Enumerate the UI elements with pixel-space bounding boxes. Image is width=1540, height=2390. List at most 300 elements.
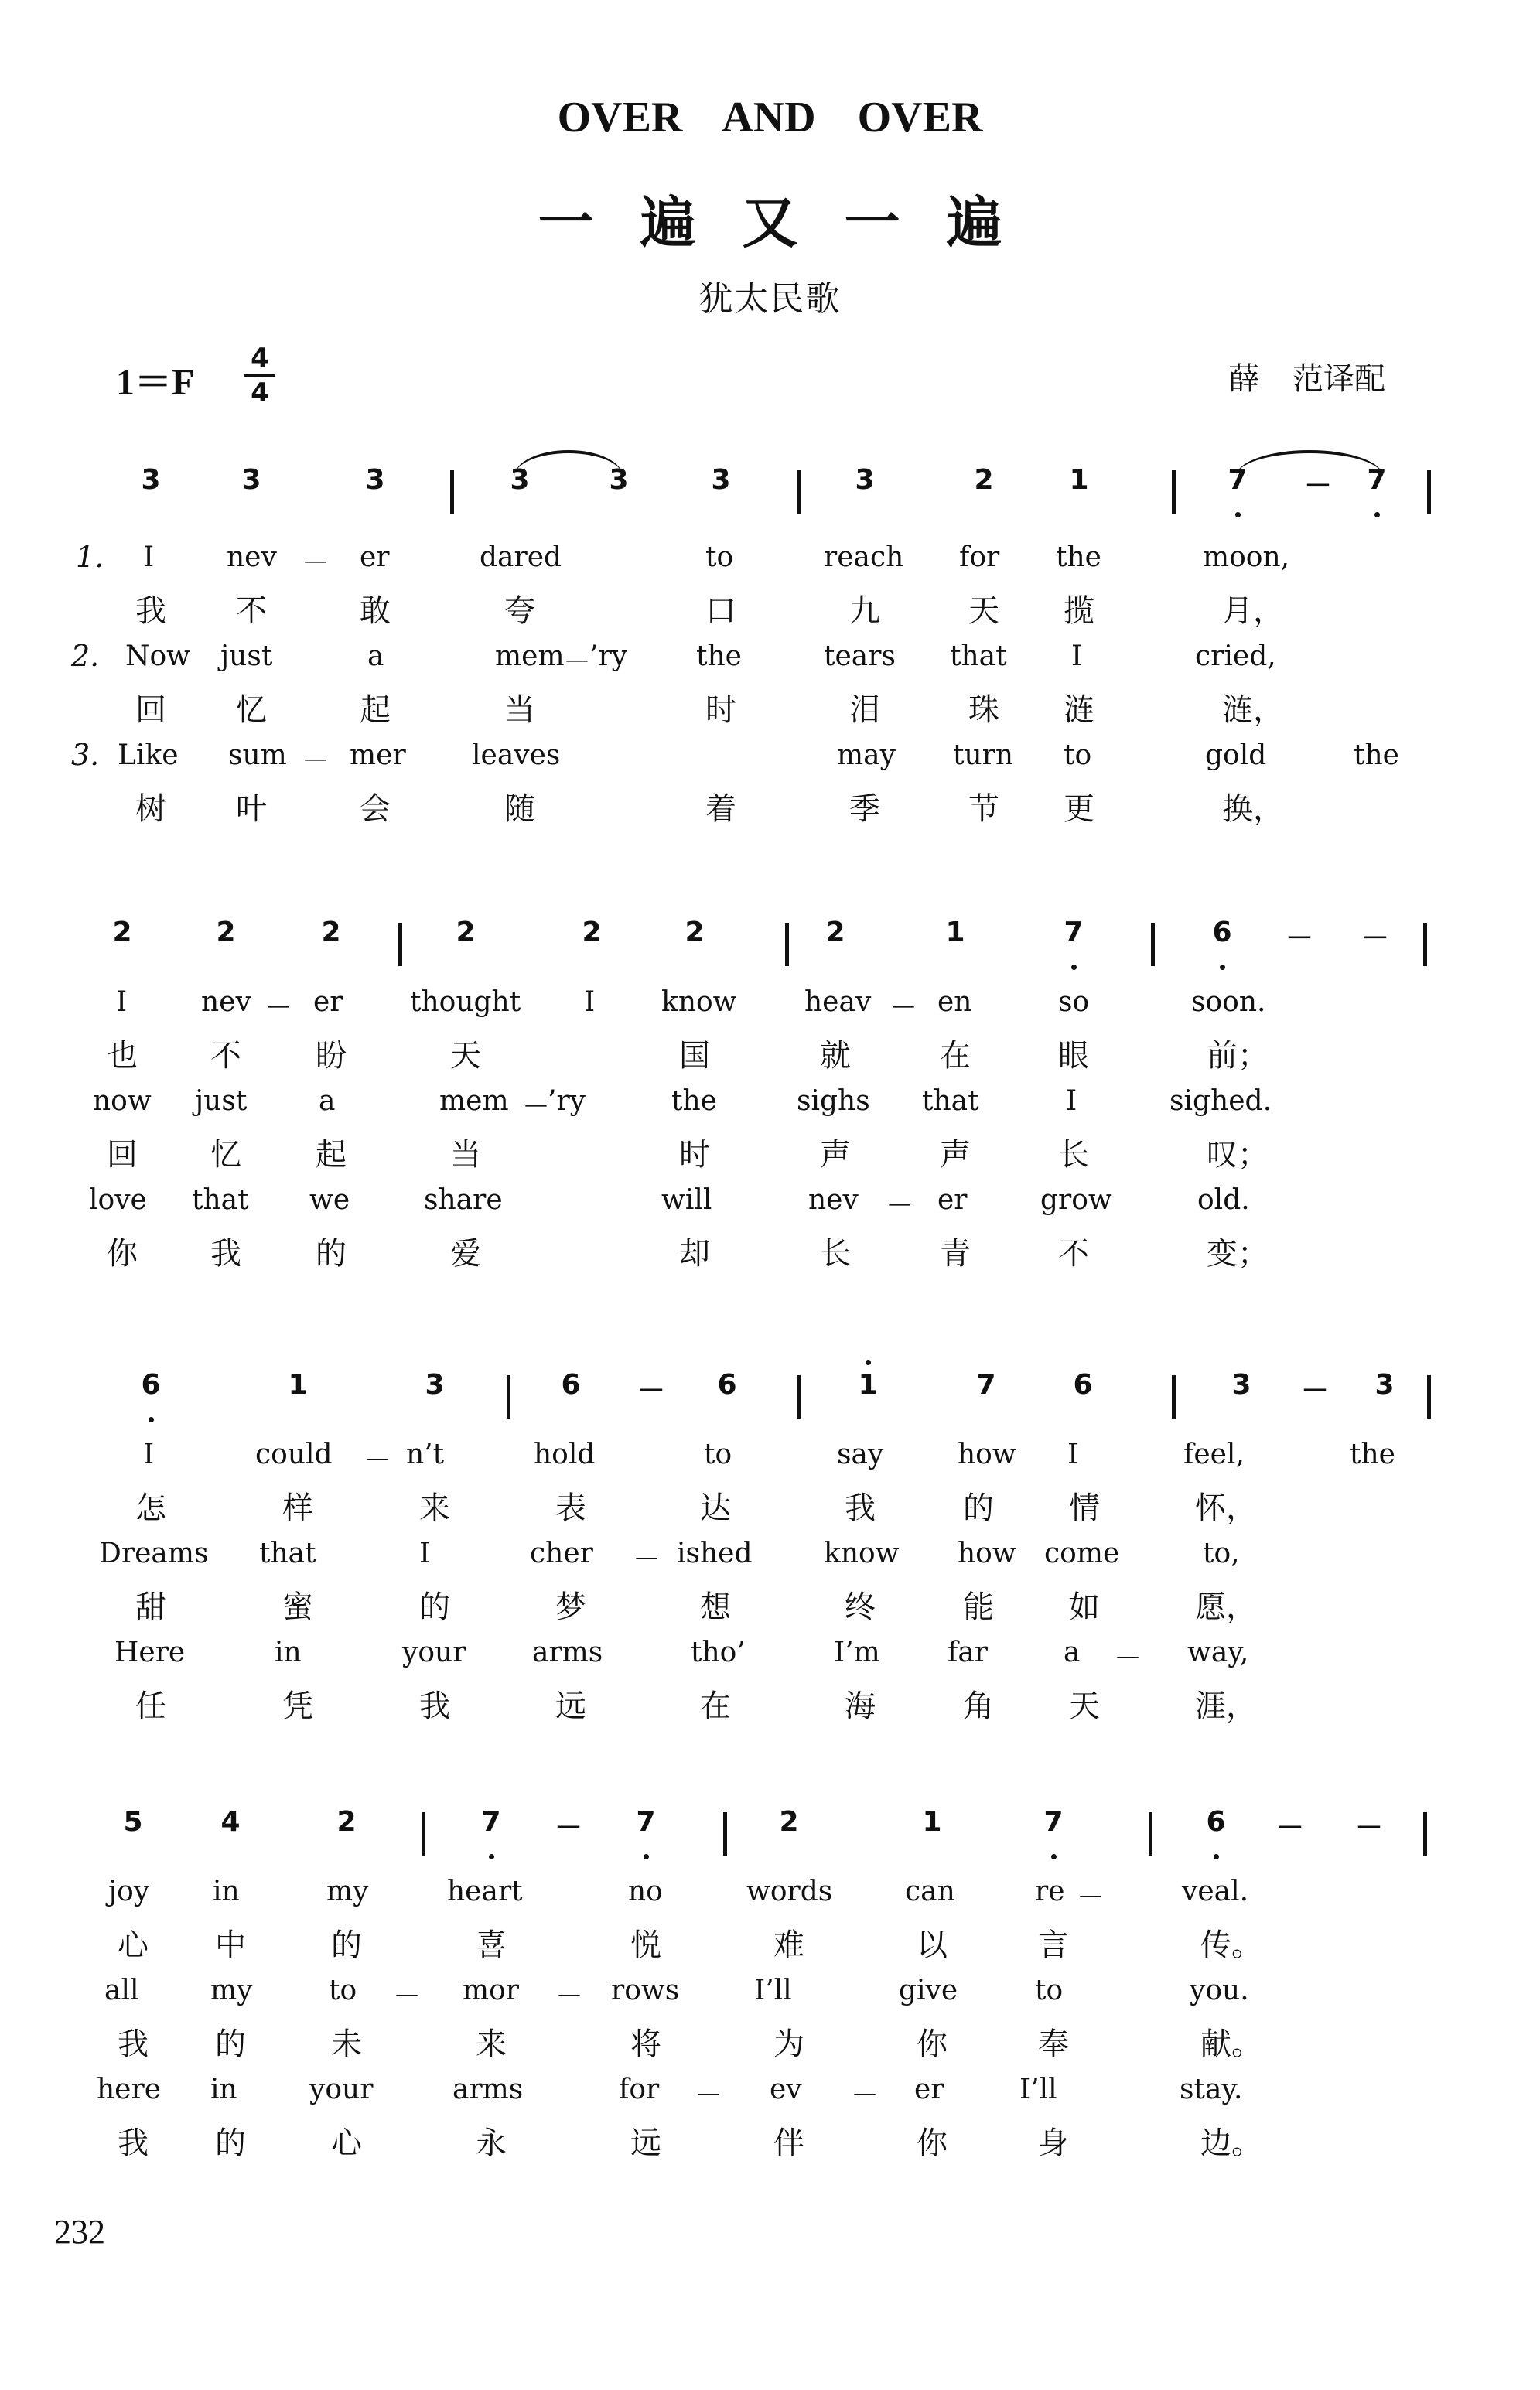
lyric-char: 爱	[450, 1236, 481, 1272]
lyric-word: words	[746, 1876, 833, 1907]
lyric-char: 声	[940, 1137, 971, 1173]
lyric-word: tears	[824, 640, 896, 672]
lyric-word: er	[914, 2074, 944, 2105]
lyric-char: 天	[1069, 1688, 1100, 1724]
lyric-word: －	[886, 1190, 914, 1222]
lyric-char: 青	[940, 1236, 971, 1272]
lyric-word: thought	[410, 986, 521, 1018]
verse-number: 2.	[71, 639, 100, 673]
lyric-char: 为	[773, 2026, 804, 2062]
lyric-word: Here	[114, 1637, 186, 1668]
lyric-word: know	[824, 1538, 900, 1569]
lyric-char: 远	[555, 1688, 586, 1724]
barline	[507, 1375, 510, 1419]
lyric-word: mem	[495, 640, 565, 672]
lyric-word: －	[364, 1445, 392, 1477]
lyric-char: 任	[135, 1688, 166, 1724]
lyric-word: hold	[534, 1439, 596, 1470]
time-signature-bottom: 4	[251, 377, 269, 408]
lyric-word: will	[661, 1184, 712, 1216]
lyric-char: 起	[360, 692, 391, 728]
note: 7	[636, 1806, 656, 1838]
verse-number: 1.	[76, 540, 104, 574]
lyric-word: n’t	[406, 1439, 445, 1470]
lyric-word: Dreams	[99, 1538, 209, 1569]
lyric-char: 边。	[1200, 2125, 1262, 2161]
lyric-word: old.	[1197, 1184, 1250, 1216]
lyric-word: the	[1056, 541, 1101, 573]
note: 1	[945, 917, 965, 948]
lyric-word: know	[661, 986, 737, 1018]
note: 5	[123, 1806, 143, 1838]
barline	[450, 470, 454, 514]
lyric-word: cried,	[1195, 640, 1276, 672]
lyric-char: 当	[450, 1137, 481, 1173]
lyric-char: 前；	[1207, 1038, 1269, 1074]
lyric-word: mor	[463, 1975, 520, 2006]
lyric-word: －	[393, 1981, 422, 2013]
lyric-word: tho’	[691, 1637, 746, 1668]
note: 3	[711, 464, 731, 496]
lyric-char: 凭	[282, 1688, 313, 1724]
lyric-char: 叹；	[1207, 1137, 1269, 1173]
lyric-word: joy	[108, 1876, 150, 1907]
note: 3	[1374, 1369, 1395, 1401]
lyric-char: 能	[963, 1589, 994, 1625]
lyric-word: sum	[228, 739, 287, 771]
lyric-char: 来	[476, 2026, 507, 2062]
lyric-char: 将	[630, 2026, 661, 2062]
lyric-char: 天	[450, 1038, 481, 1074]
lyric-word: sighs	[797, 1085, 870, 1117]
lyric-char: 心	[118, 1927, 149, 1963]
lyric-char: 我	[118, 2125, 149, 2161]
lyric-word: here	[97, 2074, 162, 2105]
lyric-char: 的	[419, 1589, 450, 1625]
lyric-char: 我	[419, 1688, 450, 1724]
lyric-char: 忆	[236, 692, 267, 728]
note: －	[554, 1812, 582, 1844]
lyric-char: 愿，	[1195, 1589, 1257, 1625]
lyric-word: how	[958, 1538, 1016, 1569]
low-octave-dot	[1235, 512, 1241, 517]
lyric-word: nev	[201, 986, 251, 1018]
lyric-char: 更	[1064, 791, 1094, 827]
note: 2	[456, 917, 476, 948]
note: 6	[141, 1369, 161, 1401]
lyric-word: to	[1035, 1975, 1064, 2006]
low-octave-dot	[489, 1854, 494, 1859]
lyric-char: 叶	[236, 791, 267, 827]
lyric-char: 献。	[1200, 2026, 1262, 2062]
lyric-char: 终	[845, 1589, 876, 1625]
note: 2	[825, 917, 845, 948]
lyric-word: my	[326, 1876, 369, 1907]
lyric-char: 的	[963, 1490, 994, 1526]
lyric-char: 在	[700, 1688, 731, 1724]
lyric-char: 着	[705, 791, 736, 827]
time-signature	[244, 344, 275, 407]
lyric-word: now	[93, 1085, 152, 1117]
lyric-char: 不	[1058, 1236, 1089, 1272]
lyric-word: I	[584, 986, 596, 1018]
note: 2	[685, 917, 705, 948]
lyric-word: －	[563, 647, 592, 678]
lyric-word: to	[705, 541, 734, 573]
note: 2	[582, 917, 602, 948]
note: 7	[1228, 464, 1248, 496]
translator-credit: 薛 范译配	[1228, 361, 1385, 397]
barline	[785, 923, 789, 966]
lyric-word: I	[1067, 1439, 1079, 1470]
note: 6	[1212, 917, 1232, 948]
lyric-word: I’ll	[754, 1975, 792, 2006]
lyric-word: that	[192, 1184, 249, 1216]
lyric-char: 我	[845, 1490, 876, 1526]
lyric-word: you.	[1190, 1975, 1249, 2006]
lyric-word: －	[1077, 1882, 1105, 1914]
song-title: OVER AND OVER	[557, 94, 983, 142]
lyric-word: a	[319, 1085, 336, 1117]
lyric-char: 时	[679, 1137, 710, 1173]
lyric-word: could	[255, 1439, 333, 1470]
lyric-char: 以	[917, 1927, 948, 1963]
note: 2	[112, 917, 132, 948]
lyric-char: 却	[679, 1236, 710, 1272]
barline	[723, 1812, 727, 1856]
lyric-word: a	[1064, 1637, 1081, 1668]
lyric-char: 变；	[1207, 1236, 1269, 1272]
lyric-word: your	[309, 2074, 374, 2105]
lyric-word: I	[143, 1439, 155, 1470]
note: 1	[288, 1369, 308, 1401]
lyric-char: 盼	[316, 1038, 347, 1074]
lyric-char: 的	[316, 1236, 347, 1272]
lyric-word: moon,	[1203, 541, 1290, 573]
barline	[797, 1375, 801, 1419]
lyric-word: re	[1035, 1876, 1065, 1907]
lyric-word: －	[633, 1544, 661, 1576]
lyric-char: 心	[331, 2125, 362, 2161]
note: 3	[609, 464, 629, 496]
lyric-word: －	[1114, 1643, 1142, 1675]
lyric-word: the	[1354, 739, 1399, 771]
lyric-char: 伴	[773, 2125, 804, 2161]
lyric-word: rows	[611, 1975, 680, 2006]
barline	[1151, 923, 1155, 966]
note: 7	[976, 1369, 996, 1401]
lyric-word: sighed.	[1170, 1085, 1272, 1117]
lyric-word: in	[213, 1876, 240, 1907]
note: 2	[974, 464, 994, 496]
lyric-char: 涯，	[1195, 1688, 1257, 1724]
lyric-word: that	[950, 640, 1007, 672]
note: 2	[336, 1806, 357, 1838]
lyric-word: in	[275, 1637, 302, 1668]
lyric-word: that	[922, 1085, 979, 1117]
lyric-char: 也	[107, 1038, 138, 1074]
lyric-char: 会	[360, 791, 391, 827]
lyric-char: 甜	[135, 1589, 166, 1625]
lyric-word: how	[958, 1439, 1016, 1470]
lyric-word: way,	[1187, 1637, 1249, 1668]
lyric-word: cher	[530, 1538, 593, 1569]
lyric-char: 如	[1069, 1589, 1100, 1625]
lyric-word: I’ll	[1019, 2074, 1057, 2105]
lyric-char: 回	[107, 1137, 138, 1173]
lyric-word: stay.	[1180, 2074, 1243, 2105]
lyric-word: I	[1071, 640, 1083, 672]
barline	[1423, 1812, 1427, 1856]
lyric-word: －	[555, 1981, 584, 2013]
lyric-char: 月，	[1222, 593, 1284, 629]
page-number: 232	[54, 2213, 105, 2251]
lyric-char: 中	[215, 1927, 246, 1963]
lyric-char: 海	[845, 1688, 876, 1724]
lyric-word: －	[265, 992, 293, 1024]
note: －	[1300, 1375, 1329, 1407]
lyric-word: －	[302, 746, 330, 777]
note: 3	[1231, 1369, 1251, 1401]
lyric-word: nev	[227, 541, 277, 573]
lyric-word: so	[1058, 986, 1090, 1018]
lyric-word: dared	[480, 541, 562, 573]
lyric-word: －	[522, 1091, 551, 1123]
lyric-char: 身	[1038, 2125, 1069, 2161]
lyric-word: Now	[125, 640, 190, 672]
lyric-word: feel,	[1183, 1439, 1245, 1470]
note: 7	[1367, 464, 1387, 496]
note: 3	[241, 464, 261, 496]
lyric-char: 未	[331, 2026, 362, 2062]
lyric-word: er	[937, 1184, 968, 1216]
note: －	[1303, 470, 1332, 502]
lyric-char: 长	[820, 1236, 851, 1272]
note: 1	[922, 1806, 942, 1838]
lyric-word: come	[1044, 1538, 1120, 1569]
low-octave-dot	[1071, 965, 1077, 970]
lyric-char: 达	[700, 1490, 731, 1526]
lyric-word: ’ry	[548, 1085, 586, 1117]
lyric-char: 你	[917, 2026, 948, 2062]
lyric-word: reach	[824, 541, 904, 573]
low-octave-dot	[1051, 1854, 1057, 1859]
lyric-char: 的	[215, 2125, 246, 2161]
lyric-char: 情	[1069, 1490, 1100, 1526]
time-signature-top: 4	[251, 343, 269, 374]
lyric-word: turn	[953, 739, 1014, 771]
note: －	[1275, 1812, 1304, 1844]
lyric-char: 想	[700, 1589, 731, 1625]
lyric-char: 节	[968, 791, 999, 827]
barline	[1427, 1375, 1431, 1419]
lyric-word: no	[628, 1876, 663, 1907]
note: －	[1285, 923, 1313, 954]
lyric-char: 悦	[630, 1927, 661, 1963]
lyric-word: for	[959, 541, 1000, 573]
barline	[1149, 1812, 1152, 1856]
lyric-word: －	[851, 2080, 879, 2112]
lyric-char: 传。	[1200, 1927, 1262, 1963]
lyric-char: 远	[630, 2125, 661, 2161]
lyric-char: 忆	[210, 1137, 241, 1173]
barline	[422, 1812, 425, 1856]
lyric-char: 蜜	[282, 1589, 313, 1625]
lyric-word: in	[210, 2074, 237, 2105]
note: 6	[1073, 1369, 1093, 1401]
lyric-word: －	[890, 992, 918, 1024]
lyric-word: your	[402, 1637, 466, 1668]
lyric-char: 换，	[1222, 791, 1284, 827]
barline	[1172, 470, 1176, 514]
lyric-char: 难	[773, 1927, 804, 1963]
lyric-word: arms	[452, 2074, 524, 2105]
lyric-char: 回	[135, 692, 166, 728]
lyric-char: 涟	[1064, 692, 1094, 728]
lyric-char: 起	[316, 1137, 347, 1173]
lyric-word: grow	[1040, 1184, 1112, 1216]
lyric-word: veal.	[1182, 1876, 1249, 1907]
note: 7	[481, 1806, 501, 1838]
lyric-word: soon.	[1191, 986, 1266, 1018]
lyric-char: 眼	[1058, 1038, 1089, 1074]
note: 6	[561, 1369, 581, 1401]
lyric-word: to	[704, 1439, 732, 1470]
lyric-char: 长	[1058, 1137, 1089, 1173]
note: 3	[510, 464, 530, 496]
low-octave-dot	[1214, 1854, 1219, 1859]
low-octave-dot	[644, 1854, 649, 1859]
lyric-word: Like	[118, 739, 179, 771]
barline	[1423, 923, 1427, 966]
lyric-char: 梦	[555, 1589, 586, 1625]
barline	[398, 923, 402, 966]
lyric-char: 怀，	[1195, 1490, 1257, 1526]
lyric-char: 的	[215, 2026, 246, 2062]
barline	[1427, 470, 1431, 514]
note: 3	[855, 464, 875, 496]
lyric-word: I	[143, 541, 155, 573]
note: 3	[365, 464, 385, 496]
song-title-chinese: 一遍又一遍	[538, 190, 1049, 255]
lyric-char: 就	[820, 1038, 851, 1074]
lyric-word: the	[671, 1085, 717, 1117]
lyric-char: 样	[282, 1490, 313, 1526]
lyric-word: leaves	[472, 739, 561, 771]
lyric-word: mem	[439, 1085, 509, 1117]
lyric-char: 随	[504, 791, 535, 827]
lyric-char: 来	[419, 1490, 450, 1526]
note: 6	[1206, 1806, 1226, 1838]
lyric-word: just	[195, 1085, 248, 1117]
lyric-char: 不	[236, 593, 267, 629]
lyric-word: I	[419, 1538, 431, 1569]
lyric-word: I	[116, 986, 128, 1018]
verse-number: 3.	[71, 738, 100, 772]
lyric-char: 泪	[849, 692, 880, 728]
lyric-word: the	[696, 640, 742, 672]
lyric-word: gold	[1205, 739, 1267, 771]
lyric-word: nev	[808, 1184, 859, 1216]
lyric-char: 怎	[135, 1490, 166, 1526]
lyric-word: ’ry	[589, 640, 627, 672]
note: 1	[858, 1369, 878, 1401]
lyric-word: －	[695, 2080, 723, 2112]
note: －	[1361, 923, 1389, 954]
lyric-word: a	[367, 640, 384, 672]
lyric-char: 角	[963, 1688, 994, 1724]
lyric-word: share	[424, 1184, 503, 1216]
song-origin: 犹太民歌	[698, 279, 842, 319]
lyric-word: the	[1350, 1439, 1395, 1470]
lyric-word: ished	[677, 1538, 753, 1569]
lyric-word: my	[210, 1975, 253, 2006]
lyric-char: 敢	[360, 593, 391, 629]
lyric-char: 永	[476, 2125, 507, 2161]
lyric-char: 我	[135, 593, 166, 629]
note: 7	[1064, 917, 1084, 948]
lyric-char: 言	[1038, 1927, 1069, 1963]
lyric-char: 天	[968, 593, 999, 629]
barline	[1172, 1375, 1176, 1419]
lyric-word: －	[302, 548, 330, 579]
lyric-word: for	[619, 2074, 660, 2105]
lyric-word: far	[948, 1637, 988, 1668]
lyric-word: to	[329, 1975, 357, 2006]
note: 1	[1069, 464, 1089, 496]
lyric-word: heart	[447, 1876, 523, 1907]
low-octave-dot	[1220, 965, 1225, 970]
lyric-char: 你	[917, 2125, 948, 2161]
lyric-char: 季	[849, 791, 880, 827]
lyric-char: 喜	[476, 1927, 507, 1963]
lyric-char: 你	[107, 1236, 138, 1272]
low-octave-dot	[1374, 512, 1380, 517]
lyric-word: er	[313, 986, 343, 1018]
lyric-char: 树	[135, 791, 166, 827]
lyric-word: en	[937, 986, 972, 1018]
lyric-char: 夸	[504, 593, 535, 629]
lyric-word: to,	[1203, 1538, 1240, 1569]
lyric-char: 国	[679, 1038, 710, 1074]
low-octave-dot	[149, 1417, 154, 1422]
lyric-word: arms	[532, 1637, 603, 1668]
lyric-char: 在	[940, 1038, 971, 1074]
note: 2	[216, 917, 236, 948]
lyric-word: just	[220, 640, 273, 672]
note: 6	[717, 1369, 737, 1401]
lyric-char: 揽	[1064, 593, 1094, 629]
lyric-char: 当	[504, 692, 535, 728]
lyric-char: 时	[705, 692, 736, 728]
lyric-char: 声	[820, 1137, 851, 1173]
lyric-word: love	[89, 1184, 147, 1216]
high-octave-dot	[866, 1360, 871, 1365]
note: 7	[1043, 1806, 1064, 1838]
lyric-char: 涟，	[1222, 692, 1284, 728]
lyric-word: er	[360, 541, 390, 573]
lyric-word: give	[899, 1975, 958, 2006]
lyric-word: heav	[804, 986, 872, 1018]
note: －	[637, 1375, 665, 1407]
lyric-word: can	[905, 1876, 955, 1907]
lyric-char: 不	[210, 1038, 241, 1074]
lyric-word: mer	[350, 739, 406, 771]
note: 2	[779, 1806, 799, 1838]
lyric-char: 奉	[1038, 2026, 1069, 2062]
note: 2	[321, 917, 341, 948]
lyric-char: 我	[210, 1236, 241, 1272]
